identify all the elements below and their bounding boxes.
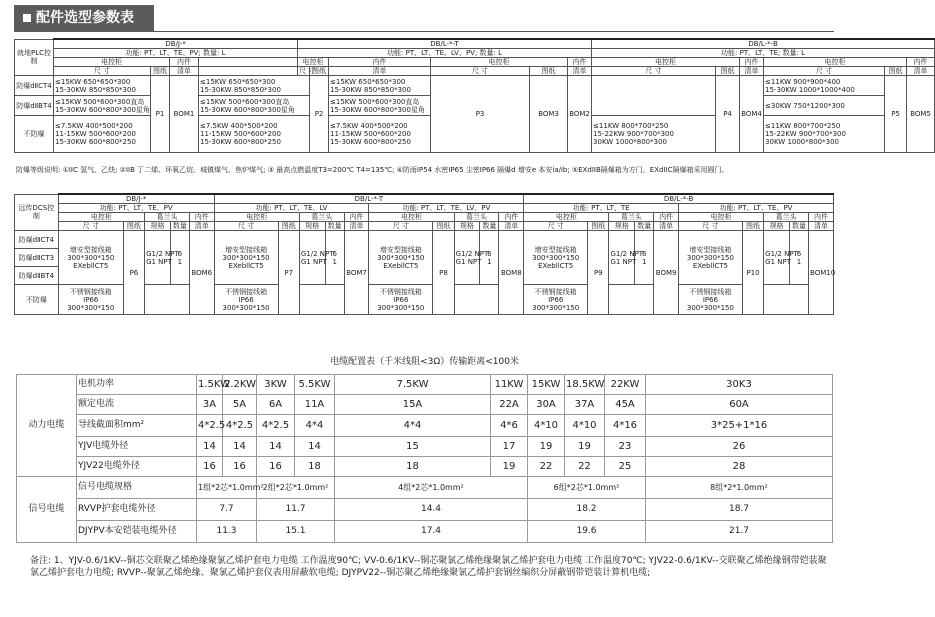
list-header: 清单 xyxy=(907,67,935,76)
cell: 2.2KW xyxy=(223,374,257,394)
group-function: 功能: PT、LT、TE xyxy=(524,204,679,213)
explosion-note: 防爆等级说明: ①IIC 氢气、乙炔; ②IIB 丁二烯、环氧乙烷、城镇煤气、焦炉煤气; ③ 最高点燃温度T3=200℃ T4=135℃; ④防雨IP54 水密IP65 尘密IP66 隔爆d 增安e 本安ia/ib; ⑤EXdIIB隔爆箱为方门，EXdIIC隔爆箱采用圆门。 xyxy=(16,166,729,174)
cell: 4组*2芯*1.0mm² xyxy=(335,476,528,498)
qty-header: 数量 xyxy=(789,222,808,231)
list-cell: BOM7 xyxy=(344,231,369,315)
dcs-table xyxy=(14,193,834,315)
inner-header: 内件 xyxy=(329,58,431,67)
cabinet-header: 电控柜 xyxy=(678,213,763,222)
cell: 17 xyxy=(491,436,528,456)
cell: 14 xyxy=(223,436,257,456)
empty-cell xyxy=(299,285,344,315)
cable-table xyxy=(16,352,833,543)
gland-header: 葛兰头 xyxy=(454,213,499,222)
cell: 18.2 xyxy=(528,498,646,520)
qty-cell: 6 1 xyxy=(170,231,189,285)
drawing-cell: P2 xyxy=(310,76,329,153)
size-header: 尺 寸 xyxy=(299,67,316,75)
cell: 28 xyxy=(646,456,833,476)
size-cell: ≤7.5KW 400*500*200 11-15KW 500*600*200 15-30KW 600*800*250 xyxy=(199,116,310,153)
list-header: 清单 xyxy=(344,222,369,231)
group-name: DB/L-*-T xyxy=(298,39,592,49)
qty-header: 数量 xyxy=(170,222,189,231)
group-function: 功能: PT、LT、TE、PV xyxy=(678,204,833,213)
inner-header: 内件 xyxy=(499,213,524,222)
row-label: RVVP护套电缆外径 xyxy=(77,498,197,520)
cell: 4*10 xyxy=(565,414,605,436)
list-cell: BOM3 xyxy=(530,76,568,153)
inner-header: 内件 xyxy=(189,213,214,222)
qty-header: 数量 xyxy=(325,222,344,231)
inner-header: 内件 xyxy=(740,58,764,67)
empty-cell xyxy=(609,285,654,315)
cell: 7.5KW xyxy=(335,374,491,394)
remark-text: 备注: 1、YJV-0.6/1KV--铜芯交联聚乙烯绝缘聚氯乙烯护套电力电缆 工作温度90℃; VV-0.6/1KV--铜芯聚氯乙烯绝缘聚氯乙烯护套电力电缆 工作温度70℃; YJV22-0.6/1KV--交联聚乙烯绝缘钢带铠装聚氯乙烯护套电力电缆; RVVP--聚氯乙烯绝缘、聚氯乙烯护套仪表用屏蔽软电缆; DJYPV22--铜芯聚乙烯绝缘聚氯乙烯护套钢丝编织分屏蔽钢带铠装计算机电缆; xyxy=(30,556,827,578)
list-header: 清单 xyxy=(809,222,834,231)
cell: 5.5KW xyxy=(295,374,335,394)
inner-header: 内件 xyxy=(907,58,935,67)
drawing-header: 图纸 xyxy=(588,222,609,231)
cable-table-title: 电缆配置表（千米线阻<3Ω）传输距离<100米 xyxy=(17,352,833,374)
cabinet-header: 电控柜 xyxy=(54,58,170,67)
cell: 22A xyxy=(491,394,528,414)
list-header: 清单 xyxy=(189,222,214,231)
list-header: 清单 xyxy=(499,222,524,231)
gland-header: 葛兰头 xyxy=(299,213,344,222)
list-header: 清单 xyxy=(568,67,592,76)
box-cell: 增安型接线箱 300*300*150 EXebllCT5 xyxy=(214,231,278,285)
gland-header: 葛兰头 xyxy=(609,213,654,222)
cell: 15 xyxy=(335,436,491,456)
drawing-header: 图纸 xyxy=(310,67,329,76)
drawing-header: 图纸 xyxy=(530,67,568,76)
cell: 11KW xyxy=(491,374,528,394)
cell: 1.5KW xyxy=(197,374,223,394)
list-cell: BOM8 xyxy=(499,231,524,315)
cell: 5A xyxy=(223,394,257,414)
cell: 15.1 xyxy=(257,520,335,542)
plc-row-head: 就地PLC控制 xyxy=(15,39,54,76)
gland-header: 葛兰头 xyxy=(764,213,809,222)
cell: 1组*2芯*1.0mm² xyxy=(197,476,257,498)
group-function: 功能: PT、LT、TE、LV xyxy=(214,204,369,213)
cell: 18 xyxy=(335,456,491,476)
drawing-cell: P6 xyxy=(123,231,144,315)
size-cell: ≤11KW 900*900*400 15-30KW 1000*1000*400 xyxy=(764,76,885,96)
cell: 11A xyxy=(295,394,335,414)
list-cell: BOM2 xyxy=(568,76,592,153)
group-name: DB/L-*-B xyxy=(524,194,834,204)
size-header: 尺 寸 xyxy=(678,222,742,231)
group-name: DB/J-* xyxy=(54,39,298,49)
cell: 14 xyxy=(295,436,335,456)
cell: 18 xyxy=(295,456,335,476)
cell: 25 xyxy=(605,456,646,476)
group-function: 功能: PT、LT、TE、PV xyxy=(58,204,214,213)
cell: 16 xyxy=(257,456,295,476)
qty-cell: 6 1 xyxy=(789,231,808,285)
spec-header: 规格 xyxy=(145,222,171,231)
cabinet-header: 电控柜 xyxy=(524,213,609,222)
inner-header: 内件 xyxy=(654,213,679,222)
size-cell: ≤11KW 800*700*250 15-22KW 900*700*300 30KW 1000*800*300 xyxy=(592,116,716,153)
row-label: YJV22电缆外径 xyxy=(77,456,197,476)
cell: 22KW xyxy=(605,374,646,394)
qty-cell: 6 1 xyxy=(635,231,654,285)
drawing-cell: P10 xyxy=(742,231,763,315)
cell: 21.7 xyxy=(646,520,833,542)
list-header: 清单 xyxy=(329,67,431,76)
box-cell: 不锈钢接线箱 IP66 300*300*150 xyxy=(58,285,123,315)
page-title: 配件选型参数表 xyxy=(14,5,154,31)
qty-cell: 6 1 xyxy=(325,231,344,285)
cell: 19 xyxy=(565,436,605,456)
row-label: DJYPV本安铠装电缆外径 xyxy=(77,520,197,542)
section-signal: 信号电缆 xyxy=(17,476,77,542)
box-cell: 不锈钢接线箱 IP66 300*300*150 xyxy=(524,285,588,315)
list-cell: BOM5 xyxy=(907,76,935,153)
size-header: 尺 寸 xyxy=(764,67,885,76)
qty-header: 数量 xyxy=(635,222,654,231)
size-cell: ≤30KW 750*1200*300 xyxy=(764,96,885,116)
group-function: 功能: PT、LT、TE、PV; 数量: L xyxy=(54,49,298,58)
drawing-header: 图纸 xyxy=(885,67,907,76)
cabinet-header: 电控柜 xyxy=(214,213,299,222)
spec-cell: G1/2 NPT G1 NPT xyxy=(145,231,171,285)
spec-header: 规格 xyxy=(454,222,480,231)
drawing-cell: P1 xyxy=(151,76,170,153)
spec-header: 规格 xyxy=(609,222,635,231)
list-cell: BOM4 xyxy=(740,76,764,153)
cell: 7.7 xyxy=(197,498,257,520)
spec-cell: G1/2 NPT G1 NPT xyxy=(764,231,790,285)
cell: 3KW xyxy=(257,374,295,394)
box-cell: 不锈钢接线箱 IP66 300*300*150 xyxy=(214,285,278,315)
inner-header: 内件 xyxy=(170,58,199,67)
size-cell: ≤7.5KW 400*500*200 11-15KW 500*600*200 15-30KW 600*800*250 xyxy=(54,116,151,153)
cell: 8组*2*1.0mm² xyxy=(646,476,833,498)
size-cell: ≤15KW 650*650*300 15-30KW 850*850*300 xyxy=(199,76,310,96)
group-function: 功能: PT、LT、TE; 数量: L xyxy=(592,49,935,58)
size-header: 尺 寸 xyxy=(214,222,278,231)
group-function: 功能: PT、LT、TE、LV、PV; 数量: L xyxy=(298,49,592,58)
spec-cell: G1/2 NPT G1 NPT xyxy=(609,231,635,285)
type-label: 不防爆 xyxy=(15,285,59,315)
type-label: 防爆dⅡBT4 xyxy=(15,96,54,116)
inner-header: 内件 xyxy=(568,58,592,67)
cell: 2组*2芯*1.0mm² xyxy=(257,476,335,498)
size-header: 尺 寸 xyxy=(58,222,123,231)
cell: 17.4 xyxy=(335,520,528,542)
group-name: DB/L-*-T xyxy=(214,194,524,204)
type-label: 防爆dⅡCT3 xyxy=(15,249,59,267)
spacer xyxy=(199,67,298,76)
gland-header: 葛兰头 xyxy=(145,213,190,222)
cell: 15KW xyxy=(528,374,565,394)
list-cell: BOM1 xyxy=(170,76,199,153)
row-label: YJV电缆外径 xyxy=(77,436,197,456)
size-header: 尺 寸 xyxy=(592,67,716,76)
cell: 4*2.5 xyxy=(257,414,295,436)
size-cell: ≤15KW 500*600*300直岛 15-30KW 600*800*300星角 xyxy=(55,97,150,114)
cabinet-header: 电控柜 xyxy=(298,58,329,67)
cell: 14.4 xyxy=(335,498,528,520)
cell: 4*6 xyxy=(491,414,528,436)
list-cell: BOM10 xyxy=(809,231,834,315)
size-cell: ≤15KW 500*600*300直岛 15-30KW 600*800*300星角 xyxy=(199,96,310,116)
type-label: 防爆dⅡCT4 xyxy=(15,76,54,96)
cell: 23 xyxy=(605,436,646,456)
qty-cell: 6 1 xyxy=(480,231,499,285)
cell: 4*16 xyxy=(605,414,646,436)
list-header: 清单 xyxy=(740,67,764,76)
cell: 30A xyxy=(528,394,565,414)
size-header: 尺 寸 xyxy=(431,67,530,76)
cell: 11.7 xyxy=(257,498,335,520)
cell: 45A xyxy=(605,394,646,414)
cell: 19 xyxy=(528,436,565,456)
group-name: DB/J-* xyxy=(58,194,214,204)
cell: 4*4 xyxy=(295,414,335,436)
cell: 14 xyxy=(197,436,223,456)
type-label: 防爆dⅡBT4 xyxy=(15,267,59,285)
drawing-header: 图纸 xyxy=(742,222,763,231)
inner-header: 内件 xyxy=(809,213,834,222)
list-header: 清单 xyxy=(170,67,199,76)
cell: 16 xyxy=(197,456,223,476)
size-cell: ≤15KW 650*650*300 15-30KW 850*850*300 xyxy=(54,76,151,96)
size-cell: ≤15KW 650*650*300 15-30KW 850*850*300 xyxy=(329,76,431,96)
cell: 4*2.5 xyxy=(197,414,223,436)
cell: 15A xyxy=(335,394,491,414)
dcs-row-head: 远传DCS控制 xyxy=(15,194,59,231)
spec-cell: G1/2 NPT G1 NPT xyxy=(299,231,325,285)
spec-header: 规格 xyxy=(299,222,325,231)
section-power: 动力电缆 xyxy=(17,374,77,476)
size-header: 尺 寸 xyxy=(524,222,588,231)
cell: 11.3 xyxy=(197,520,257,542)
size-cell: ≤7.5KW 400*500*200 11-15KW 500*600*200 15-30KW 600*800*250 xyxy=(329,116,431,153)
empty-cell xyxy=(145,285,190,315)
size-cell: ≤15KW 500*600*300直岛 15-30KW 600*800*300星角 xyxy=(329,96,431,116)
size-cell xyxy=(592,76,716,116)
qty-header: 数量 xyxy=(480,222,499,231)
cell: 22 xyxy=(565,456,605,476)
cell: 14 xyxy=(257,436,295,456)
type-label: 防爆dⅡCT4 xyxy=(15,231,59,249)
spec-header: 规格 xyxy=(764,222,790,231)
list-cell: BOM6 xyxy=(189,231,214,315)
cell: 3*25+1*16 xyxy=(646,414,833,436)
spec-cell: G1/2 NPT G1 NPT xyxy=(454,231,480,285)
type-label: 不防爆 xyxy=(15,116,54,153)
drawing-header: 图纸 xyxy=(278,222,299,231)
drawing-cell: P8 xyxy=(433,231,454,315)
box-cell: 增安型接线箱 300*300*150 EXebllCT5 xyxy=(678,231,742,285)
cell: 18.7 xyxy=(646,498,833,520)
cell: 19.6 xyxy=(528,520,646,542)
cabinet-header: 电控柜 xyxy=(592,58,740,67)
drawing-header: 图纸 xyxy=(151,67,170,76)
group-function: 功能: PT、LT、TE、LV、PV xyxy=(369,204,524,213)
box-cell: 增安型接线箱 300*300*150 EXebllCT5 xyxy=(58,231,123,285)
box-cell: 不锈钢接线箱 IP66 300*300*150 xyxy=(369,285,433,315)
drawing-cell: P7 xyxy=(278,231,299,315)
box-cell: 增安型接线箱 300*300*150 EXebllCT5 xyxy=(524,231,588,285)
cell: 60A xyxy=(646,394,833,414)
cabinet-header: 电控柜 xyxy=(764,58,907,67)
cabinet-header: 电控柜 xyxy=(431,58,568,67)
cabinet-header: 电控柜 xyxy=(58,213,144,222)
row-label: 信号电缆规格 xyxy=(77,476,197,498)
cell: 22 xyxy=(528,456,565,476)
drawing-cell: P3 xyxy=(431,76,530,153)
box-cell: 增安型接线箱 300*300*150 EXebllCT5 xyxy=(369,231,433,285)
cell: 6A xyxy=(257,394,295,414)
row-label: 电机功率 xyxy=(77,374,197,394)
cell: 6组*2芯*1.0mm² xyxy=(528,476,646,498)
inner-header: 内件 xyxy=(344,213,369,222)
drawing-header: 图纸 xyxy=(716,67,740,76)
cell: 4*2.5 xyxy=(223,414,257,436)
cell: 4*10 xyxy=(528,414,565,436)
drawing-cell: P4 xyxy=(716,76,740,153)
cell: 3A xyxy=(197,394,223,414)
cell: 19 xyxy=(491,456,528,476)
cell: 30K3 xyxy=(646,374,833,394)
group-name: DB/L-*-B xyxy=(592,39,935,49)
empty-cell xyxy=(454,285,499,315)
list-header: 清单 xyxy=(654,222,679,231)
drawing-cell: P9 xyxy=(588,231,609,315)
list-cell: BOM9 xyxy=(654,231,679,315)
row-label: 导线截面积mm² xyxy=(77,414,197,436)
cell: 16 xyxy=(223,456,257,476)
box-cell: 不锈钢接线箱 IP66 300*300*150 xyxy=(678,285,742,315)
size-header: 尺 寸 xyxy=(369,222,433,231)
row-label: 额定电流 xyxy=(77,394,197,414)
size-header: 尺 寸 xyxy=(54,67,151,76)
cell: 26 xyxy=(646,436,833,456)
drawing-cell: P5 xyxy=(885,76,907,153)
empty-cell xyxy=(764,285,809,315)
spacer xyxy=(199,58,298,67)
size-cell: ≤11KW 800*700*250 15-22KW 900*700*300 30KW 1000*800*300 xyxy=(764,116,885,153)
cell: 37A xyxy=(565,394,605,414)
cabinet-header: 电控柜 xyxy=(369,213,454,222)
drawing-header: 图纸 xyxy=(123,222,144,231)
cell: 18.5KW xyxy=(565,374,605,394)
title-underline xyxy=(14,31,834,32)
plc-table xyxy=(14,38,935,153)
drawing-header: 图纸 xyxy=(433,222,454,231)
cell: 4*4 xyxy=(335,414,491,436)
